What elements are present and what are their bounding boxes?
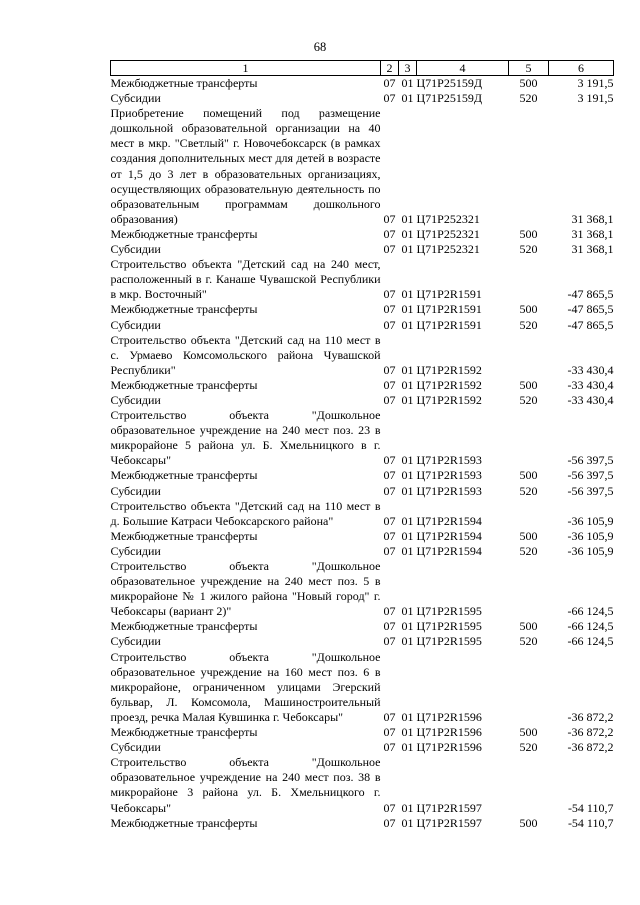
table-row [111,740,614,755]
subsection-code-cell: 01 [401,226,414,241]
amount-cell: -66 124,5 [567,604,614,619]
target-article-code-cell: Ц71Р2R1594 [416,543,482,558]
column-header: 1 [111,61,381,76]
expense-type-code-cell: 500 [519,302,538,317]
table-row [111,468,614,483]
table-row [111,650,614,725]
subsection-code-cell: 01 [401,619,414,634]
item-name-cell: Субсидии [110,740,161,755]
budget-table [110,60,614,831]
amount-cell: 31 368,1 [571,226,614,241]
item-name-cell: Строительство объекта "Дошкольное образовательное учреждение на 240 мест поз. 5 в микрорайоне № 1 жилого района "Новый город" г. Чебоксары (вариант 2)" [110,559,381,619]
amount-cell: -56 397,5 [567,483,614,498]
subsection-code-cell: 01 [401,543,414,558]
subsection-code-cell: 01 [401,709,414,724]
section-code-cell: 07 [383,226,396,241]
table-row [111,257,614,302]
target-article-code-cell: Ц71Р2R1592 [416,392,482,407]
subsection-code-cell: 01 [401,377,414,392]
item-name-cell: Субсидии [110,543,161,558]
item-name-cell: Субсидии [110,483,161,498]
item-name-cell: Субсидии [110,317,161,332]
target-article-code-cell: Ц71Р2R1595 [416,619,482,634]
subsection-code-cell: 01 [401,287,414,302]
expense-type-code-cell [509,755,549,815]
expense-type-code-cell: 520 [519,317,538,332]
table-row [111,318,614,333]
column-header: 5 [509,61,549,76]
table-row [111,393,614,408]
amount-cell: -54 110,7 [567,815,614,830]
column-header: 2 [381,61,399,76]
page-number: 68 [313,40,327,54]
item-name-cell: Межбюджетные трансферты [110,619,258,634]
target-article-code-cell: Ц71Р2R1593 [416,468,482,483]
table-row [111,227,614,242]
subsection-code-cell: 01 [401,362,414,377]
amount-cell: -33 430,4 [567,377,614,392]
expense-type-code-cell: 500 [519,226,538,241]
subsection-code-cell: 01 [401,740,414,755]
target-article-code-cell: Ц71Р25159Д [416,76,483,90]
table-row [111,619,614,634]
table-row [111,559,614,619]
item-name-cell: Приобретение помещений под размещение дошкольной образовательной организации на 40 мест в мкр. "Светлый" г. Новочебоксарск (в рамках создания дополнительных мест для детей в возрасте от 1,5 до 3 лет в образовательных организациях, осуществляющих образовательную деятельность по образовательным программам дошкольного образования) [110,106,381,226]
amount-cell: -47 865,5 [567,287,614,302]
expense-type-code-cell: 500 [519,76,538,90]
table-body [111,76,614,831]
table-row [111,333,614,378]
target-article-code-cell: Ц71Р252321 [416,211,480,226]
expense-type-code-cell: 500 [519,377,538,392]
subsection-code-cell: 01 [401,725,414,740]
item-name-cell: Межбюджетные трансферты [110,725,258,740]
amount-cell: -66 124,5 [567,619,614,634]
section-code-cell: 07 [383,211,396,226]
section-code-cell: 07 [383,392,396,407]
amount-cell: 31 368,1 [571,242,614,257]
expense-type-code-cell: 520 [519,392,538,407]
expense-type-code-cell [509,650,549,725]
item-name-cell: Межбюджетные трансферты [110,468,258,483]
target-article-code-cell: Ц71Р2R1596 [416,709,482,724]
item-name-cell: Межбюджетные трансферты [110,815,258,830]
item-name-cell: Межбюджетные трансферты [110,528,258,543]
subsection-code-cell: 01 [401,815,414,830]
amount-cell: -47 865,5 [567,302,614,317]
amount-cell: -56 397,5 [567,468,614,483]
table-row [111,302,614,317]
amount-cell: -56 397,5 [567,453,614,468]
subsection-code-cell: 01 [401,468,414,483]
table-row [111,408,614,468]
target-article-code-cell: Ц71Р2R1595 [416,634,482,649]
table-row [111,91,614,106]
target-article-code-cell: Ц71Р25159Д [416,91,483,106]
target-article-code-cell: Ц71Р2R1597 [416,800,482,815]
subsection-code-cell: 01 [401,302,414,317]
section-code-cell: 07 [383,528,396,543]
item-name-cell: Субсидии [110,242,161,257]
table-row [111,544,614,559]
subsection-code-cell: 01 [401,513,414,528]
table-row [111,484,614,499]
expense-type-code-cell: 520 [519,543,538,558]
item-name-cell: Межбюджетные трансферты [110,302,258,317]
item-name-cell: Строительство объекта "Детский сад на 240 мест, расположенный в г. Канаше Чувашской Республики в мкр. Восточный" [110,257,381,302]
item-name-cell: Субсидии [110,392,161,407]
amount-cell: 3 191,5 [577,76,614,90]
table-row [111,76,614,92]
amount-cell: 3 191,5 [577,91,614,106]
section-code-cell: 07 [383,302,396,317]
amount-cell: -36 105,9 [567,543,614,558]
target-article-code-cell: Ц71Р2R1592 [416,362,482,377]
target-article-code-cell: Ц71Р252321 [416,226,480,241]
amount-cell: -36 872,2 [567,740,614,755]
table-row [111,725,614,740]
expense-type-code-cell: 520 [519,91,538,106]
expense-type-code-cell [509,106,549,227]
section-code-cell: 07 [383,513,396,528]
column-header: 4 [417,61,509,76]
section-code-cell: 07 [383,91,396,106]
amount-cell: -36 872,2 [567,725,614,740]
expense-type-code-cell [509,559,549,619]
amount-cell: -66 124,5 [567,634,614,649]
amount-cell: 31 368,1 [571,211,614,226]
column-header: 3 [399,61,417,76]
expense-type-code-cell: 520 [519,483,538,498]
subsection-code-cell: 01 [401,453,414,468]
item-name-cell: Строительство объекта "Дошкольное образовательное учреждение на 160 мест поз. 6 в микрорайоне, ограниченном улицами Эгерский бульвар, Л. Комсомола, Машиностроительный проезд, речка Малая Кувшинка г. Чебоксары" [110,649,381,724]
section-code-cell: 07 [383,468,396,483]
item-name-cell: Межбюджетные трансферты [110,226,258,241]
section-code-cell: 07 [383,634,396,649]
target-article-code-cell: Ц71Р2R1597 [416,815,482,830]
target-article-code-cell: Ц71Р2R1591 [416,287,482,302]
target-article-code-cell: Ц71Р2R1593 [416,483,482,498]
table-row [111,242,614,257]
section-code-cell: 07 [383,619,396,634]
expense-type-code-cell: 500 [519,815,538,830]
subsection-code-cell: 01 [401,76,414,90]
section-code-cell: 07 [383,800,396,815]
subsection-code-cell: 01 [401,317,414,332]
target-article-code-cell: Ц71Р2R1596 [416,740,482,755]
amount-cell: -33 430,4 [567,362,614,377]
item-name-cell: Субсидии [110,634,161,649]
section-code-cell: 07 [383,453,396,468]
target-article-code-cell: Ц71Р252321 [416,242,480,257]
section-code-cell: 07 [383,483,396,498]
target-article-code-cell: Ц71Р2R1596 [416,725,482,740]
section-code-cell: 07 [383,362,396,377]
expense-type-code-cell: 500 [519,725,538,740]
table-row [111,816,614,831]
table-row [111,755,614,815]
expense-type-code-cell: 500 [519,528,538,543]
item-name-cell: Межбюджетные трансферты [110,377,258,392]
amount-cell: -36 872,2 [567,709,614,724]
subsection-code-cell: 01 [401,483,414,498]
section-code-cell: 07 [383,76,396,90]
amount-cell: -36 105,9 [567,528,614,543]
item-name-cell: Субсидии [110,91,161,106]
expense-type-code-cell [509,257,549,302]
section-code-cell: 07 [383,725,396,740]
amount-cell: -47 865,5 [567,317,614,332]
target-article-code-cell: Ц71Р2R1594 [416,513,482,528]
subsection-code-cell: 01 [401,800,414,815]
target-article-code-cell: Ц71Р2R1592 [416,377,482,392]
section-code-cell: 07 [383,543,396,558]
item-name-cell: Строительство объекта "Дошкольное образовательное учреждение на 240 мест поз. 23 в микрорайоне 5 района ул. Б. Хмельницкого в г. Чебоксары" [110,408,381,468]
amount-cell: -54 110,7 [567,800,614,815]
item-name-cell: Строительство объекта "Дошкольное образовательное учреждение на 240 мест поз. 38 в микрорайоне 3 района ул. Б. Хмельницкого г. Чебоксары" [110,755,381,815]
section-code-cell: 07 [383,287,396,302]
expense-type-code-cell: 520 [519,634,538,649]
table-row [111,378,614,393]
subsection-code-cell: 01 [401,91,414,106]
expense-type-code-cell: 520 [519,242,538,257]
target-article-code-cell: Ц71Р2R1591 [416,302,482,317]
target-article-code-cell: Ц71Р2R1595 [416,604,482,619]
expense-type-code-cell: 500 [519,619,538,634]
subsection-code-cell: 01 [401,392,414,407]
expense-type-code-cell [509,499,549,529]
subsection-code-cell: 01 [401,634,414,649]
section-code-cell: 07 [383,709,396,724]
target-article-code-cell: Ц71Р2R1591 [416,317,482,332]
table-row [111,529,614,544]
subsection-code-cell: 01 [401,528,414,543]
subsection-code-cell: 01 [401,211,414,226]
subsection-code-cell: 01 [401,604,414,619]
table-row [111,634,614,649]
amount-cell: -33 430,4 [567,392,614,407]
column-header: 6 [549,61,614,76]
amount-cell: -36 105,9 [567,513,614,528]
section-code-cell: 07 [383,377,396,392]
expense-type-code-cell: 500 [519,468,538,483]
subsection-code-cell: 01 [401,242,414,257]
target-article-code-cell: Ц71Р2R1593 [416,453,482,468]
table-row [111,106,614,227]
expense-type-code-cell: 520 [519,740,538,755]
section-code-cell: 07 [383,317,396,332]
section-code-cell: 07 [383,815,396,830]
section-code-cell: 07 [383,242,396,257]
expense-type-code-cell [509,408,549,468]
item-name-cell: Межбюджетные трансферты [110,76,258,90]
table-row [111,499,614,529]
target-article-code-cell: Ц71Р2R1594 [416,528,482,543]
item-name-cell: Строительство объекта "Детский сад на 110 мест в д. Большие Катраси Чебоксарского района" [110,498,381,528]
expense-type-code-cell [509,333,549,378]
table-header-row [111,61,614,76]
section-code-cell: 07 [383,604,396,619]
section-code-cell: 07 [383,740,396,755]
item-name-cell: Строительство объекта "Детский сад на 110 мест в с. Урмаево Комсомольского района Чувашской Республики" [110,332,381,377]
